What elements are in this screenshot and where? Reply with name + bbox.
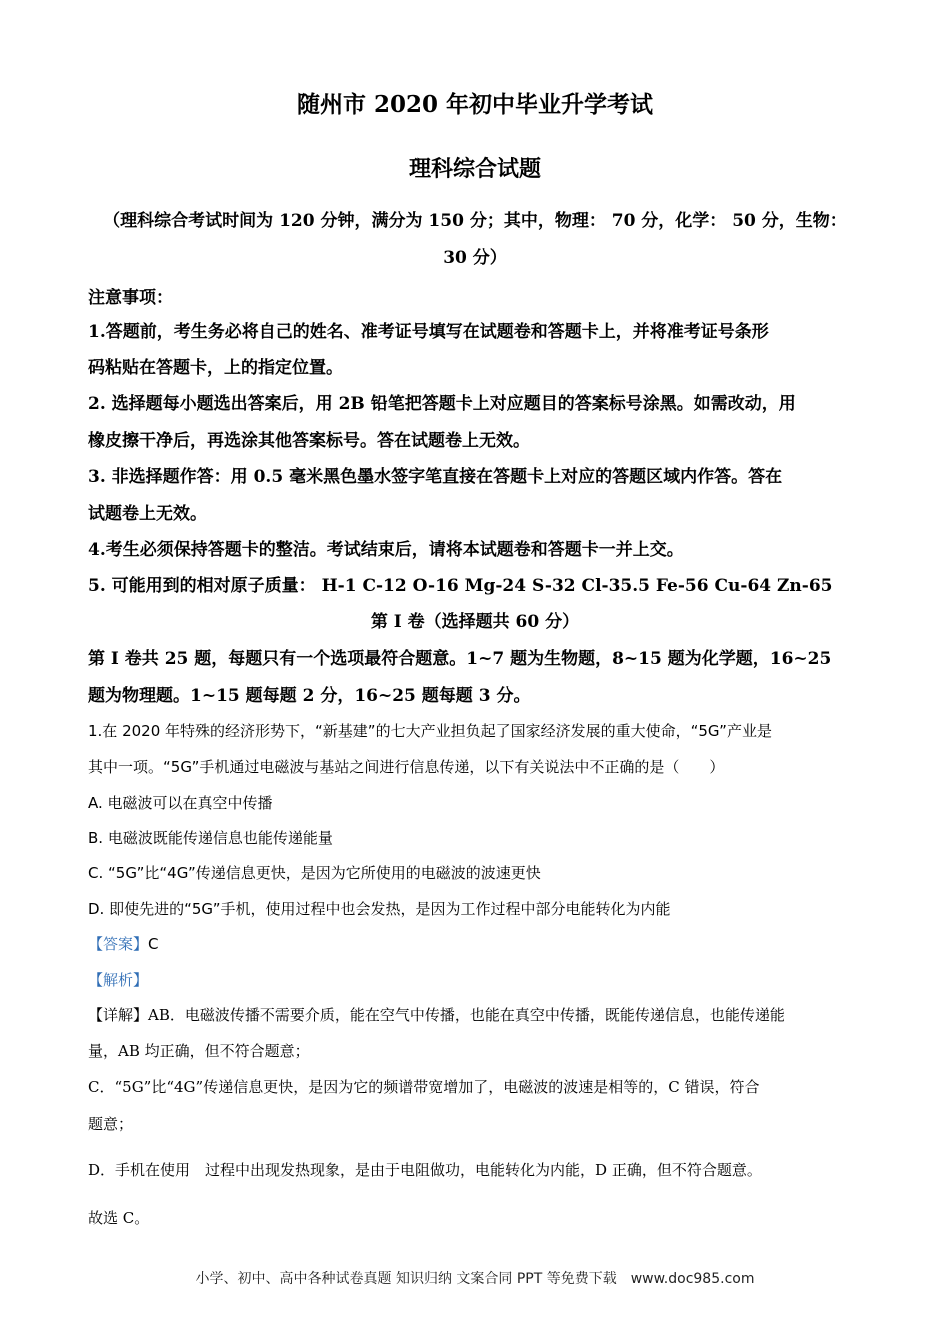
option-d: D. 即使先进的“5G”手机，使用过程中也会发热，是因为工作过程中部分电能转化为内能: [88, 900, 671, 918]
option-a: A. 电磁波可以在真空中传播: [88, 794, 273, 812]
section-desc-line-1: 第 I 卷共 25 题，每题只有一个选项最符合题意。1~7 题为生物题，8~15 题为化学题，16~25: [88, 649, 832, 669]
exam-subtitle: 理科综合试题: [408, 156, 541, 182]
detail-line-3: C．“5G”比“4G”传递信息更快，是因为它的频谱带宽增加了，电磁波的波速是相等的，C 错误，符合: [88, 1078, 760, 1096]
question-1-stem-line-2: 其中一项。“5G”手机通过电磁波与基站之间进行信息传递，以下有关说法中不正确的是（ ）: [88, 758, 725, 776]
time-info-line-2: 30 分）: [443, 248, 507, 268]
option-c: C. “5G”比“4G”传递信息更快，是因为它所使用的电磁波的波速更快: [88, 864, 541, 882]
answer-label: 【答案】: [88, 935, 149, 953]
detail-line-2: 量，AB 均正确，但不符合题意；: [88, 1042, 310, 1060]
notice-item-3-line-2: 试题卷上无效。: [88, 504, 207, 524]
notice-item-1-line-1: 1.答题前，考生务必将自己的姓名、准考证号填写在试题卷和答题卡上，并将准考证号条形: [88, 322, 769, 342]
question-1-stem-line-1: 1.在 2020 年特殊的经济形势下，“新基建”的七大产业担负起了国家经济发展的重大使命，“5G”产业是: [88, 722, 772, 740]
notice-item-5: 5. 可能用到的相对原子质量： H-1 C-12 O-16 Mg-24 S-32 Cl-35.5 Fe-56 Cu-64 Zn-65: [88, 576, 833, 596]
page-footer: 小学、初中、高中各种试卷真题 知识归纳 文案合同 PPT 等免费下载 www.doc985.com: [195, 1271, 755, 1287]
notice-item-4: 4.考生必须保持答题卡的整洁。考试结束后，请将本试题卷和答题卡一并上交。: [88, 540, 684, 560]
notice-item-1-line-2: 码粘贴在答题卡，上的指定位置。: [88, 358, 343, 378]
time-info-line-1: （理科综合考试时间为 120 分钟，满分为 150 分；其中，物理： 70 分，化学： 50 分，生物：: [103, 211, 847, 231]
detail-line-5: D．手机在使用 过程中出现发热现象，是由于电阻做功，电能转化为内能，D 正确，但不符合题意。: [88, 1161, 762, 1179]
exam-title: 随州市 2020 年初中毕业升学考试: [296, 91, 654, 118]
section-heading: 第 I 卷（选择题共 60 分）: [370, 612, 580, 632]
detail-line-4: 题意；: [88, 1115, 134, 1133]
notice-item-2-line-2: 橡皮擦干净后，再选涂其他答案标号。答在试题卷上无效。: [88, 431, 530, 451]
option-b: B. 电磁波既能传递信息也能传递能量: [88, 829, 333, 847]
detail-line-1: 【详解】AB．电磁波传播不需要介质，能在空气中传播，也能在真空中传播，既能传递信息，也能传递能: [88, 1006, 785, 1024]
analysis-label: 【解析】: [88, 971, 149, 989]
notice-item-3-line-1: 3. 非选择题作答：用 0.5 毫米黑色墨水签字笔直接在答题卡上对应的答题区域内作答。答在: [88, 467, 783, 487]
section-desc-line-2: 题为物理题。1~15 题每题 2 分，16~25 题每题 3 分。: [88, 686, 531, 706]
answer-value: C: [148, 935, 159, 953]
detail-line-6: 故选 C。: [88, 1209, 150, 1227]
notice-item-2-line-1: 2. 选择题每小题选出答案后，用 2B 铅笔把答题卡上对应题目的答案标号涂黑。如需改动，用: [88, 394, 796, 414]
notice-heading: 注意事项：: [88, 288, 173, 308]
answer-row: [88, 933, 159, 954]
